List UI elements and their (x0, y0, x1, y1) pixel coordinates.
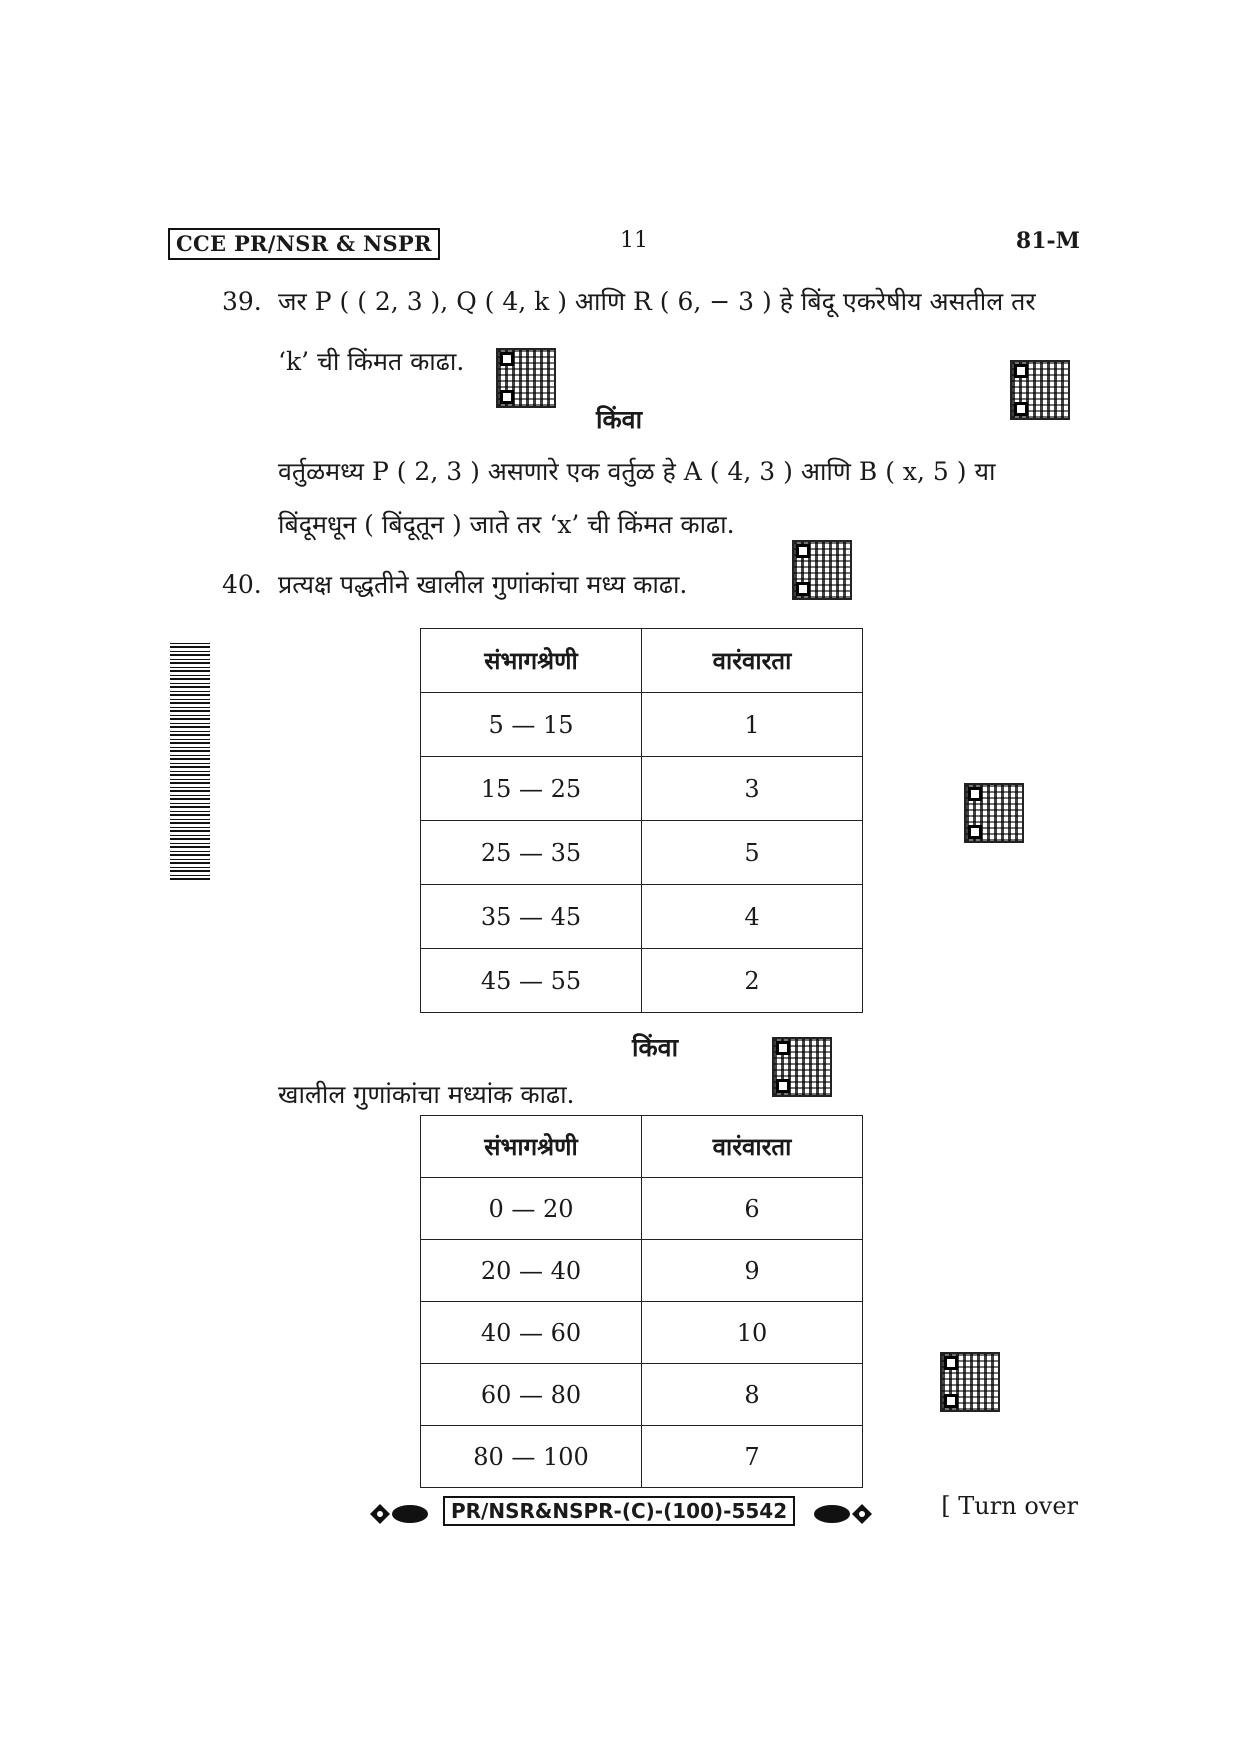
table-cell-class: 15 — 25 (421, 757, 642, 821)
table-header-class-interval: संभागश्रेणी (421, 629, 642, 693)
table-header-frequency: वारंवारता (642, 629, 863, 693)
turn-over-label: [ Turn over (941, 1492, 1078, 1520)
table-row (421, 1302, 863, 1364)
question-40-line1: प्रत्यक्ष पद्धतीने खालील गुणांकांचा मध्य काढा. (278, 570, 688, 599)
table-row (421, 1364, 863, 1426)
table-row (421, 821, 863, 885)
question-39-alt-line2: बिंदूमधून ( बिंदूतून ) जाते तर ‘x’ ची किंमत काढा. (278, 510, 735, 539)
table-header-row (421, 1116, 863, 1178)
question-39-or-label: किंवा (596, 405, 643, 434)
ornament-icon (370, 1500, 430, 1528)
qr-code-icon (792, 540, 852, 600)
table-cell-class: 20 — 40 (421, 1240, 642, 1302)
question-39-line2: ‘k’ ची किंमत काढा. (278, 347, 465, 376)
table-cell-class: 80 — 100 (421, 1426, 642, 1488)
question-40-alt-line1: खालील गुणांकांचा मध्यांक काढा. (278, 1080, 575, 1109)
table-header-frequency: वारंवारता (642, 1116, 863, 1178)
page-number: 11 (620, 228, 648, 253)
table-row (421, 757, 863, 821)
qr-code-icon (496, 348, 556, 408)
ornament-icon (812, 1500, 872, 1528)
table-cell-class: 60 — 80 (421, 1364, 642, 1426)
table-cell-frequency: 1 (642, 693, 863, 757)
barcode-icon (170, 640, 210, 880)
table-row (421, 1178, 863, 1240)
table-cell-class: 25 — 35 (421, 821, 642, 885)
question-40-number: 40. (222, 570, 262, 599)
table-cell-frequency: 8 (642, 1364, 863, 1426)
table-header-row (421, 629, 863, 693)
frequency-table-median (420, 1115, 863, 1488)
qr-code-icon (964, 783, 1024, 843)
question-39-line1: जर P ( ( 2, 3 ), Q ( 4, k ) आणि R ( 6, − 3 ) हे बिंदू एकरेषीय असतील तर (278, 287, 1036, 316)
qr-code-icon (1010, 360, 1070, 420)
qr-code-icon (940, 1352, 1000, 1412)
paper-code: 81-M (1015, 228, 1080, 254)
table-row (421, 949, 863, 1013)
table-cell-frequency: 5 (642, 821, 863, 885)
footer-code: PR/NSR&NSPR-(C)-(100)-5542 (443, 1496, 795, 1526)
table-cell-frequency: 7 (642, 1426, 863, 1488)
table-row (421, 1240, 863, 1302)
table-row (421, 885, 863, 949)
question-40-or-label: किंवा (632, 1033, 679, 1062)
table-cell-frequency: 3 (642, 757, 863, 821)
table-cell-frequency: 10 (642, 1302, 863, 1364)
table-row (421, 1426, 863, 1488)
table-cell-class: 35 — 45 (421, 885, 642, 949)
table-cell-class: 45 — 55 (421, 949, 642, 1013)
table-cell-class: 0 — 20 (421, 1178, 642, 1240)
table-cell-frequency: 4 (642, 885, 863, 949)
table-header-class-interval: संभागश्रेणी (421, 1116, 642, 1178)
header-left-code: CCE PR/NSR & NSPR (168, 228, 440, 260)
table-cell-class: 40 — 60 (421, 1302, 642, 1364)
qr-code-icon (772, 1037, 832, 1097)
table-cell-class: 5 — 15 (421, 693, 642, 757)
frequency-table-mean (420, 628, 863, 1013)
question-39-number: 39. (222, 287, 262, 316)
table-cell-frequency: 6 (642, 1178, 863, 1240)
table-cell-frequency: 9 (642, 1240, 863, 1302)
question-39-alt-line1: वर्तुळमध्य P ( 2, 3 ) असणारे एक वर्तुळ हे A ( 4, 3 ) आणि B ( x, 5 ) या (278, 457, 996, 486)
table-cell-frequency: 2 (642, 949, 863, 1013)
table-row (421, 693, 863, 757)
